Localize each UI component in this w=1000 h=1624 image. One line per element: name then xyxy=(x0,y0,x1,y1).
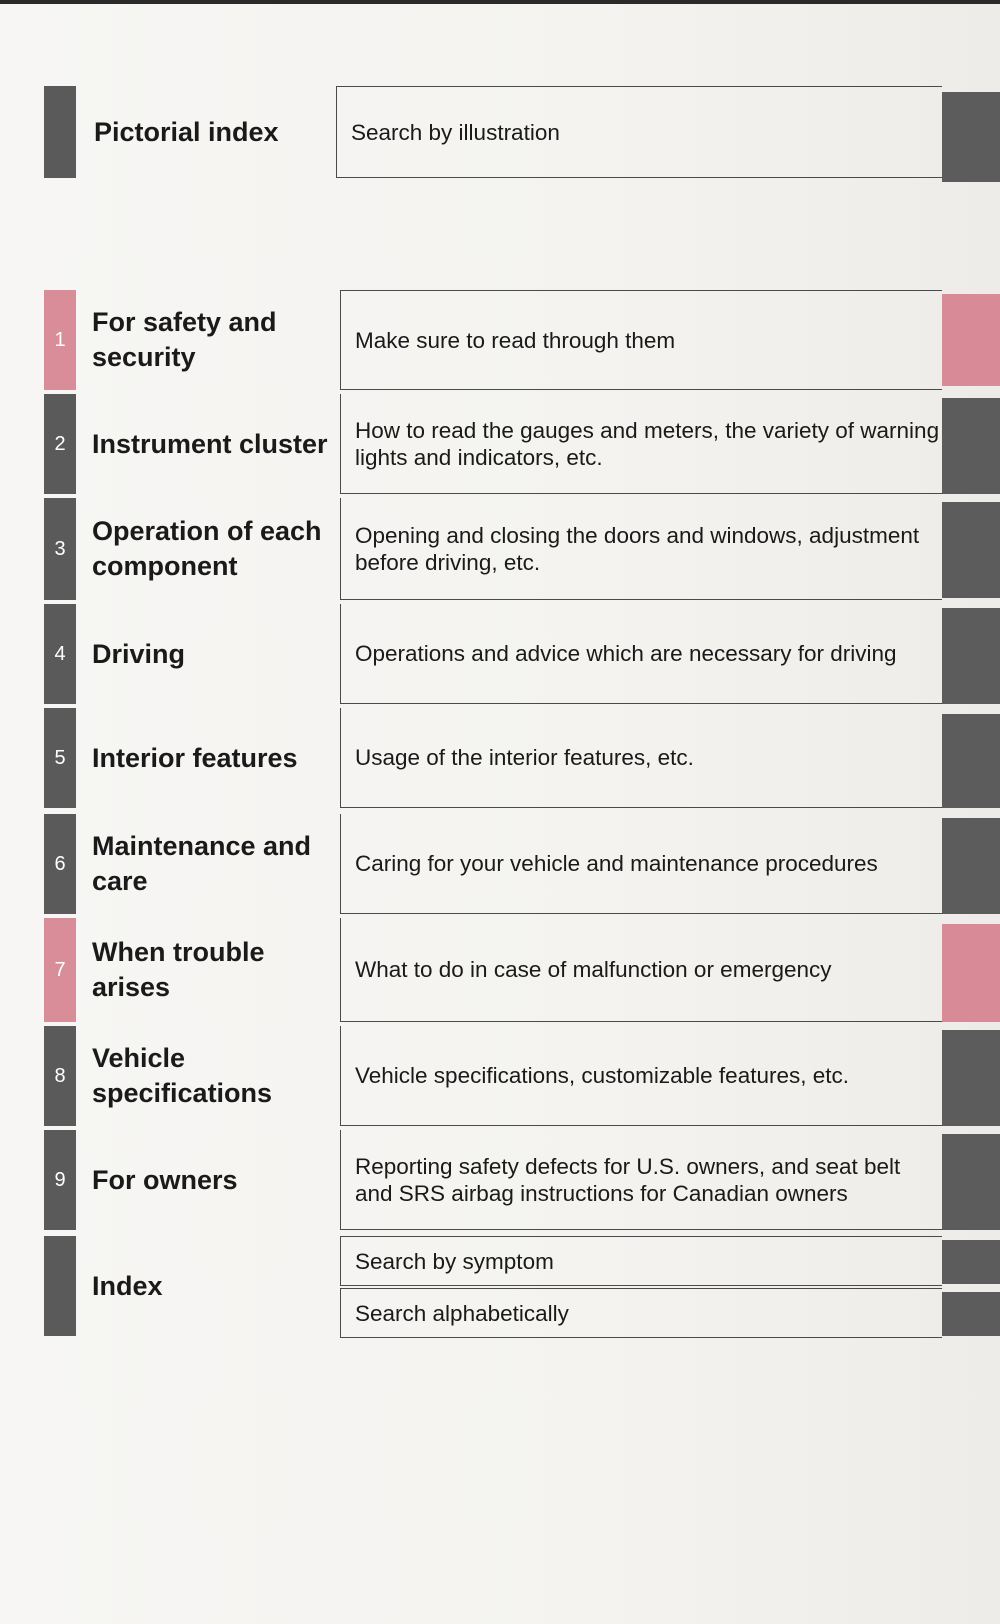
section-title: Instrument cluster xyxy=(92,428,328,459)
thumb-tab[interactable] xyxy=(942,924,1000,1022)
section-number-strip: 1 xyxy=(44,290,76,390)
thumb-tab[interactable] xyxy=(942,818,1000,914)
section-number-strip xyxy=(44,86,76,178)
section-row-safety[interactable] xyxy=(44,290,994,390)
section-row-specifications[interactable] xyxy=(44,1026,994,1126)
section-title: Index xyxy=(92,1270,163,1301)
section-row-driving[interactable] xyxy=(44,604,994,704)
section-title: Operation of each component xyxy=(92,516,322,581)
index-alphabetically[interactable]: Search alphabetically xyxy=(340,1288,942,1338)
section-row-operation[interactable] xyxy=(44,498,994,600)
thumb-tab[interactable] xyxy=(942,1134,1000,1230)
section-description: Caring for your vehicle and maintenance procedures xyxy=(340,814,942,914)
index-by-symptom[interactable]: Search by symptom xyxy=(340,1236,942,1286)
section-row-maintenance[interactable] xyxy=(44,814,994,914)
section-description: Usage of the interior features, etc. xyxy=(340,708,942,808)
thumb-tab[interactable] xyxy=(942,502,1000,598)
section-row-interior[interactable] xyxy=(44,708,994,808)
thumb-tab[interactable] xyxy=(942,1030,1000,1126)
section-number-strip: 5 xyxy=(44,708,76,808)
section-number-strip: 8 xyxy=(44,1026,76,1126)
section-row-index[interactable] xyxy=(44,1236,994,1336)
section-row-instrument-cluster[interactable] xyxy=(44,394,994,494)
section-row-owners[interactable] xyxy=(44,1130,994,1230)
section-title: For safety and security xyxy=(92,307,277,372)
section-title: Vehicle specifications xyxy=(92,1043,273,1108)
section-title: Pictorial index xyxy=(94,116,279,147)
thumb-tab[interactable] xyxy=(942,294,1000,386)
section-description: Search by illustration xyxy=(336,86,942,178)
section-number-strip: 3 xyxy=(44,498,76,600)
thumb-tab-symptom[interactable] xyxy=(942,1240,1000,1284)
section-number-strip: 9 xyxy=(44,1130,76,1230)
section-title: Maintenance and care xyxy=(92,831,312,896)
section-title: Driving xyxy=(92,638,186,669)
section-number-strip xyxy=(44,1236,76,1336)
top-edge-line xyxy=(0,0,1000,4)
section-title: When trouble arises xyxy=(92,937,265,1002)
section-description: What to do in case of malfunction or emergency xyxy=(340,918,942,1022)
thumb-tab[interactable] xyxy=(942,608,1000,704)
section-row-trouble[interactable] xyxy=(44,918,994,1022)
thumb-tab-alphabetical[interactable] xyxy=(942,1292,1000,1336)
section-number-strip: 6 xyxy=(44,814,76,914)
thumb-tab[interactable] xyxy=(942,398,1000,494)
section-description: How to read the gauges and meters, the variety of warning lights and indicators, etc. xyxy=(340,394,942,494)
section-description: Opening and closing the doors and windows, adjustment before driving, etc. xyxy=(340,498,942,600)
section-number-strip: 7 xyxy=(44,918,76,1022)
section-number-strip: 4 xyxy=(44,604,76,704)
section-description: Operations and advice which are necessary for driving xyxy=(340,604,942,704)
thumb-tab[interactable] xyxy=(942,92,1000,182)
section-description: Reporting safety defects for U.S. owners, and seat belt and SRS airbag instructions for Canadian owners xyxy=(340,1130,942,1230)
section-number-strip: 2 xyxy=(44,394,76,494)
section-title: For owners xyxy=(92,1164,238,1195)
thumb-tab[interactable] xyxy=(942,714,1000,808)
section-description: Vehicle specifications, customizable features, etc. xyxy=(340,1026,942,1126)
section-title: Interior features xyxy=(92,742,298,773)
section-description: Make sure to read through them xyxy=(340,290,942,390)
section-row-pictorial-index[interactable] xyxy=(44,86,994,178)
